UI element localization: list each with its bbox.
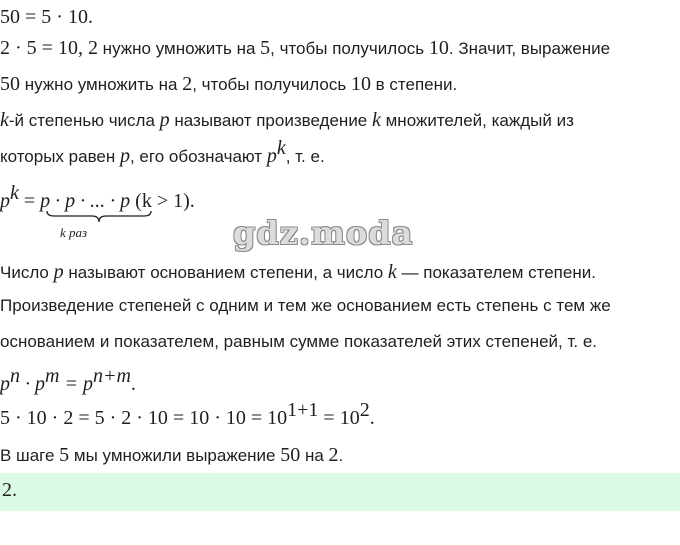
- definition-line-1: [0, 109, 574, 132]
- text: множителей, каждый из: [380, 111, 574, 130]
- text: . Значит, выражение: [448, 39, 611, 58]
- math-number: 50: [280, 444, 301, 466]
- text: Число: [0, 263, 54, 282]
- formula-calculation: [0, 399, 375, 430]
- math-operator: .: [369, 407, 375, 429]
- math-exponent: 1+1: [287, 399, 319, 421]
- text-line-3: [0, 73, 457, 96]
- math-number: 5: [59, 444, 70, 466]
- math-expression: 50 = 5 · 10.: [0, 6, 93, 28]
- answer-box: [0, 473, 680, 511]
- text: , т. е.: [285, 147, 325, 166]
- text-line-2: [0, 37, 610, 60]
- text: на: [300, 446, 329, 465]
- rule-line-2: [0, 331, 597, 353]
- text: нужно умножить на: [20, 75, 183, 94]
- text: — показателем степени.: [396, 263, 596, 282]
- text: в степени.: [370, 75, 458, 94]
- rule-line-1: [0, 295, 611, 317]
- math-exponent: 2: [359, 399, 370, 421]
- math-exponent: n: [10, 365, 20, 387]
- text: которых равен: [0, 147, 120, 166]
- text: Произведение степеней с одним и тем же основанием есть степень с тем же: [0, 296, 611, 315]
- math-variable: k: [387, 261, 397, 283]
- formula-product-rule: [0, 365, 136, 396]
- definition-line-3: [0, 261, 596, 284]
- math-exponent: k: [276, 137, 286, 159]
- math-operator: =: [18, 190, 41, 212]
- text: называют произведение: [169, 111, 372, 130]
- conclusion-line: [0, 444, 343, 467]
- math-variable: p: [266, 145, 277, 167]
- definition-line-2: [0, 137, 325, 168]
- math-variable: = p: [59, 373, 93, 395]
- answer-value: 2.: [2, 479, 17, 501]
- underbrace-icon: [46, 210, 152, 224]
- math-variable: p: [0, 190, 10, 212]
- text: называют основанием степени, а число: [63, 263, 388, 282]
- text: , чтобы получилось: [270, 39, 429, 58]
- math-exponent: k: [10, 182, 19, 204]
- math-number: 5: [260, 37, 271, 59]
- text: , чтобы получилось: [192, 75, 351, 94]
- math-exponent: n+m: [92, 365, 131, 387]
- text: В шаге: [0, 446, 60, 465]
- math-number: 2: [328, 444, 339, 466]
- math-expression: = 10: [318, 407, 360, 429]
- math-number: 50: [0, 73, 20, 95]
- math-variable: · p: [20, 373, 45, 395]
- math-operator: .: [130, 373, 136, 395]
- math-variable: p: [0, 373, 10, 395]
- math-expression: 2 · 5 = 10, 2: [0, 37, 98, 59]
- math-product: p · p · ... · p: [40, 190, 131, 212]
- watermark-logo: gdz.moda: [233, 214, 414, 252]
- equation-line-1: [0, 6, 93, 29]
- text: , его обозначают: [129, 147, 267, 166]
- math-variable: k: [0, 109, 9, 131]
- text: -й степенью числа: [8, 111, 160, 130]
- math-expression: 5 · 10 · 2 = 5 · 2 · 10 = 10 · 10 = 10: [0, 407, 288, 429]
- text: нужно умножить на: [97, 39, 261, 58]
- brace-label: k раз: [60, 225, 88, 240]
- math-number: 10: [428, 37, 449, 59]
- text: мы умножили выражение: [69, 446, 281, 465]
- text: .: [338, 446, 344, 465]
- math-variable: k: [372, 109, 381, 131]
- math-variable: p: [53, 261, 64, 283]
- math-condition: (k > 1).: [130, 190, 195, 212]
- math-variable: p: [159, 109, 170, 131]
- text: основанием и показателем, равным сумме показателей этих степеней, т. е.: [0, 332, 598, 351]
- math-variable: p: [119, 145, 130, 167]
- math-exponent: m: [45, 365, 60, 387]
- math-number: 10: [350, 73, 371, 95]
- math-number: 2: [182, 73, 193, 95]
